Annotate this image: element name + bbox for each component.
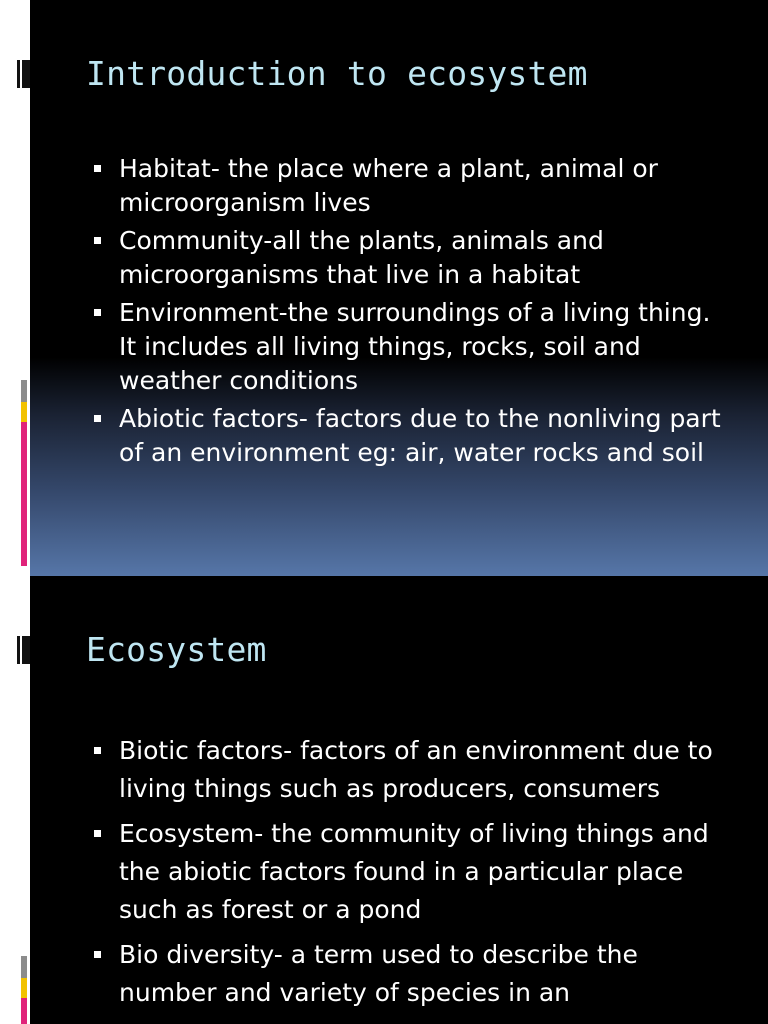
bullet-square-icon: [94, 951, 101, 958]
list-item: [92, 402, 732, 470]
list-item: [92, 296, 732, 398]
list-item: [92, 224, 732, 292]
slide-title: Introduction to ecosystem: [86, 54, 588, 93]
bullet-text: Ecosystem- the community of living things and the abiotic factors found in a particular place such as forest or a pond: [119, 819, 709, 924]
bullet-text: Biotic factors- factors of an environment due to living things such as producers, consumers: [119, 736, 713, 803]
bullet-square-icon: [94, 415, 101, 422]
bullet-square-icon: [94, 165, 101, 172]
list-item: [92, 815, 732, 929]
bullet-square-icon: [94, 309, 101, 316]
accent-strip: [21, 380, 27, 566]
bullet-square-icon: [94, 237, 101, 244]
bullet-text: Community-all the plants, animals and microorganisms that live in a habitat: [119, 226, 604, 289]
title-marker-icon: [17, 60, 30, 88]
title-marker-icon: [17, 636, 30, 664]
bullet-text: Bio diversity- a term used to describe the number and variety of species in an: [119, 940, 638, 1007]
bullet-text: Environment-the surroundings of a living thing. It includes all living things, rocks, soil and weather conditions: [119, 298, 711, 395]
bullet-text: Abiotic factors- factors due to the nonliving part of an environment eg: air, water rocks and soil: [119, 404, 721, 467]
bullet-list: [92, 152, 732, 474]
bullet-list: [92, 732, 732, 1019]
list-item: [92, 936, 732, 1012]
accent-strip: [21, 956, 27, 1024]
bullet-square-icon: [94, 830, 101, 837]
bullet-square-icon: [94, 747, 101, 754]
list-item: [92, 732, 732, 808]
bullet-text: Habitat- the place where a plant, animal or microorganism lives: [119, 154, 658, 217]
list-item: [92, 152, 732, 220]
slide-2: [0, 576, 768, 1024]
slide-title: Ecosystem: [86, 630, 267, 669]
